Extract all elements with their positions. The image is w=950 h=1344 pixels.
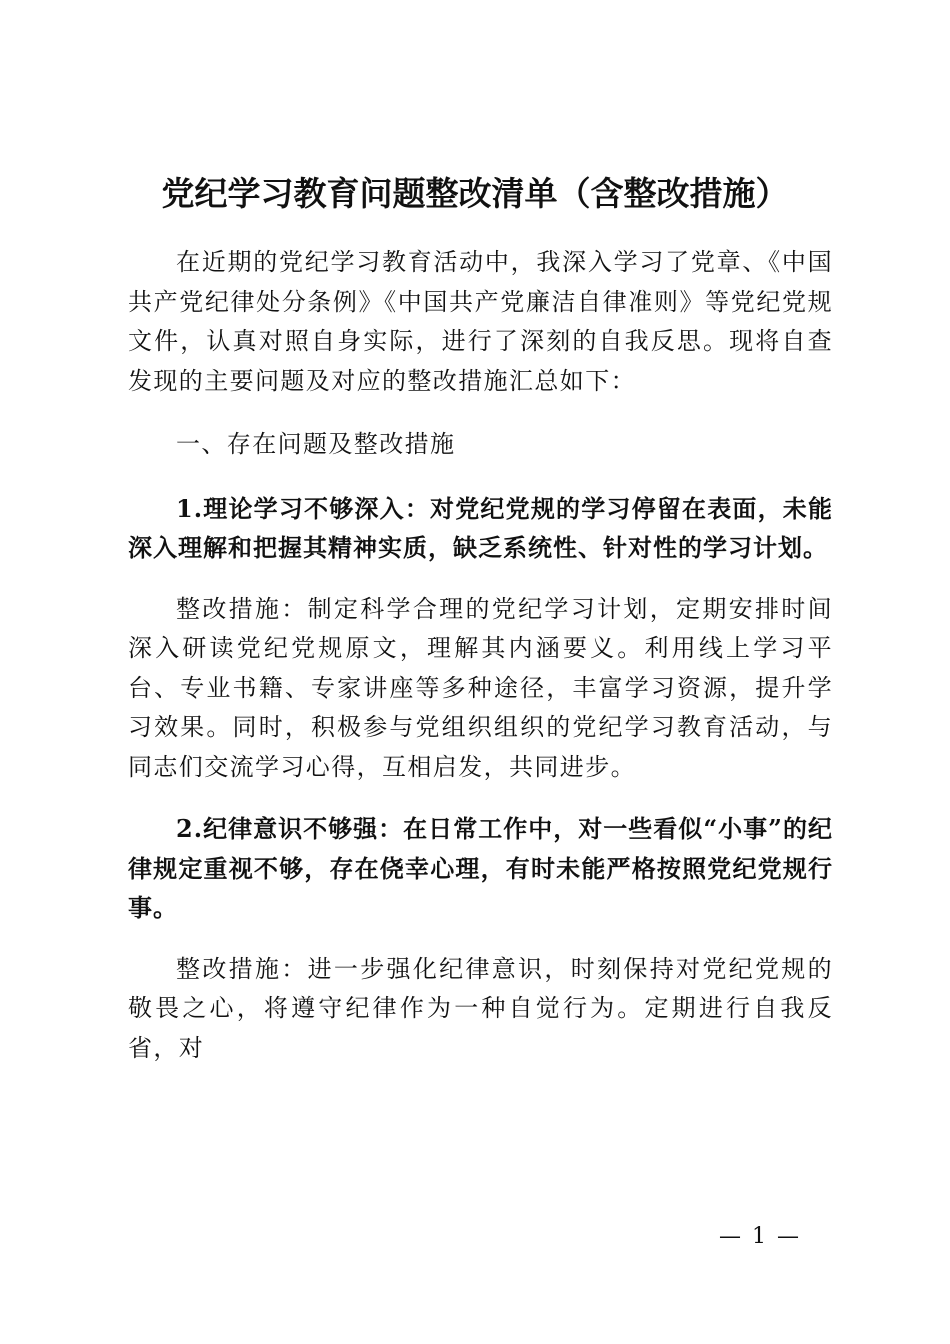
document-title: 党纪学习教育问题整改清单（含整改措施） <box>161 174 789 213</box>
issue-paragraph-2: 2.纪律意识不够强：在日常工作中，对一些看似“小事”的纪律规定重视不够，存在侥幸心理，有时未能严格按照党纪党规行事。 <box>128 814 833 922</box>
section-heading: 一、存在问题及整改措施 <box>176 430 456 458</box>
measure-paragraph-2: 整改措施：进一步强化纪律意识，时刻保持对党纪党规的敬畏之心，将遵守纪律作为一种自觉行为。定期进行自我反省，对 <box>128 954 833 1062</box>
intro-paragraph: 在近期的党纪学习教育活动中，我深入学习了党章、《中国共产党纪律处分条例》《中国共产党廉洁自律准则》等党纪党规文件，认真对照自身实际，进行了深刻的自我反思。现将自查发现的主要问题及对应的整改措施汇总如下： <box>128 248 833 395</box>
measure-paragraph-1: 整改措施：制定科学合理的党纪学习计划，定期安排时间深入研读党纪党规原文，理解其内涵要义。利用线上学习平台、专业书籍、专家讲座等多种途径，丰富学习资源，提升学习效果。同时，积极参与党组织组织的党纪学习教育活动，与同志们交流学习心得，互相启发，共同进步。 <box>128 594 833 781</box>
document-body <box>128 243 833 1068</box>
page-number: — 1 — <box>719 1224 801 1249</box>
issue-paragraph-1: 1.理论学习不够深入：对党纪党规的学习停留在表面，未能深入理解和把握其精神实质，缺乏系统性、针对性的学习计划。 <box>128 493 833 562</box>
